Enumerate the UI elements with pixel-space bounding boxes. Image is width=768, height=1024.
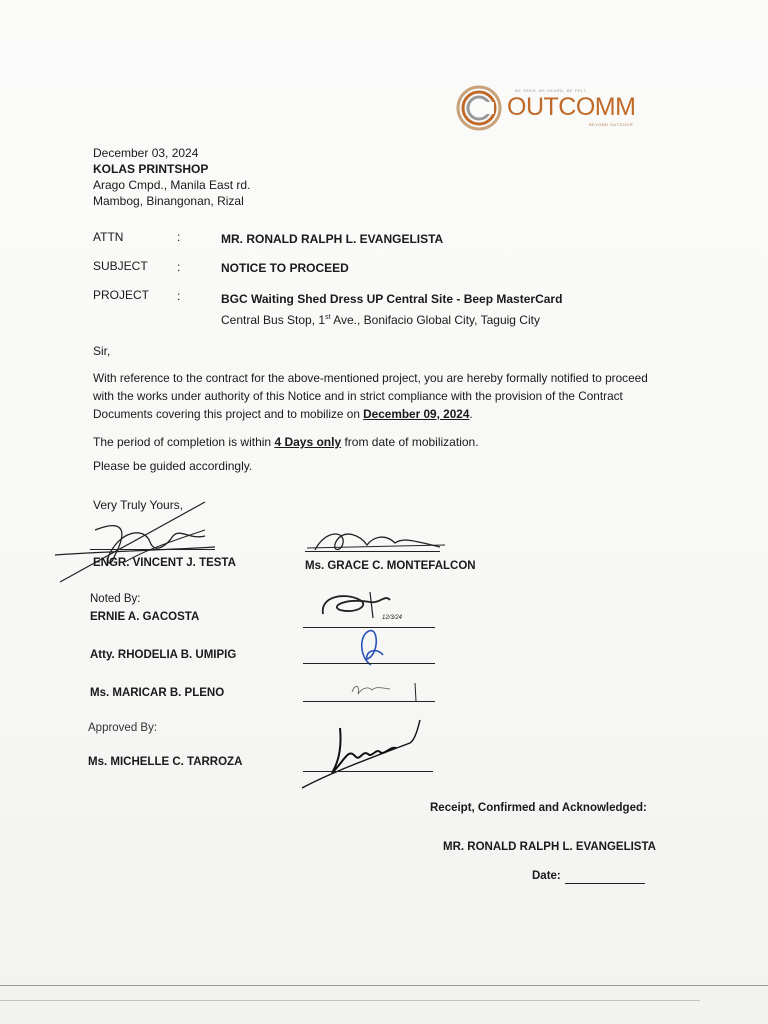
subject-colon: : — [177, 260, 181, 274]
project-value: BGC Waiting Shed Dress UP Central Site - Beep MasterCard — [221, 292, 563, 306]
letter-date: December 03, 2024 — [93, 146, 199, 160]
project-location-post: Ave., Bonifacio Global City, Taguig City — [330, 313, 540, 327]
subject-label: SUBJECT — [93, 259, 148, 273]
logo-wordmark: OUTCOMM — [507, 93, 636, 121]
para1-text: With reference to the contract for the above-mentioned project, you are hereby formally notified to proceed with the works under authority of this Notice and in strict compliance with the provision of the Contract Documents covering this project and to mobilize on — [93, 371, 648, 421]
noted-by-label: Noted By: — [90, 593, 141, 605]
recipient-address-line2: Mambog, Binangonan, Rizal — [93, 194, 244, 208]
signature-line-umipig — [303, 663, 435, 664]
body-paragraph-1 — [93, 369, 653, 423]
receipt-date-blank — [565, 871, 645, 884]
body-paragraph-2 — [93, 434, 479, 450]
noted3-name: Ms. MARICAR B. PLENO — [90, 687, 225, 699]
signature-line-tarroza — [303, 771, 433, 772]
attn-colon: : — [177, 230, 181, 244]
receipt-name: MR. RONALD RALPH L. EVANGELISTA — [443, 841, 656, 853]
recipient-address-line1: Arago Cmpd., Manila East rd. — [93, 178, 251, 192]
signer1-name: ENGR. VINCENT J. TESTA — [93, 557, 236, 569]
signature-pleno — [350, 682, 395, 698]
signature-montefalcon — [305, 525, 450, 560]
para2-post: from date of mobilization. — [341, 435, 479, 449]
scan-edge-line — [0, 985, 768, 986]
outcomm-logo — [455, 84, 645, 134]
signature-tarroza — [300, 718, 425, 793]
signature-line-montefalcon — [305, 551, 440, 552]
logo-subtitle: BEYOND OUTDOOR — [589, 122, 634, 127]
receipt-label: Receipt, Confirmed and Acknowledged: — [430, 802, 647, 814]
project-label: PROJECT — [93, 288, 150, 302]
pleno-tick-mark — [410, 683, 420, 703]
salutation: Sir, — [93, 344, 111, 358]
approved-by-label: Approved By: — [88, 722, 158, 734]
receipt-date — [532, 868, 645, 884]
project-location-pre: Central Bus Stop, 1 — [221, 313, 326, 327]
approver-name: Ms. MICHELLE C. TARROZA — [88, 756, 243, 768]
project-location-sup: st — [325, 314, 331, 321]
noted2-name: Atty. RHODELIA B. UMIPIG — [90, 649, 237, 661]
signature-line-testa — [90, 549, 215, 550]
subject-value: NOTICE TO PROCEED — [221, 261, 349, 275]
recipient-company: KOLAS PRINTSHOP — [93, 162, 209, 176]
receipt-date-label: Date: — [532, 870, 561, 882]
signature-line-pleno — [303, 701, 435, 702]
para2-pre: The period of completion is within — [93, 435, 275, 449]
signer2-name: Ms. GRACE C. MONTEFALCON — [305, 560, 476, 572]
noted1-name: ERNIE A. GACOSTA — [90, 611, 200, 623]
attn-value: MR. RONALD RALPH L. EVANGELISTA — [221, 232, 444, 246]
mobilization-date: December 09, 2024 — [363, 407, 470, 421]
signature-testa — [55, 500, 220, 585]
para1-end: . — [469, 407, 473, 421]
completion-days: 4 Days only — [274, 435, 342, 449]
project-location — [221, 310, 540, 328]
gacosta-sign-date: 12/3/24 — [382, 615, 403, 621]
attn-label: ATTN — [93, 230, 124, 244]
scan-edge-line-secondary — [0, 1000, 700, 1001]
project-colon: : — [177, 289, 181, 303]
closing: Very Truly Yours, — [93, 498, 184, 512]
body-paragraph-3: Please be guided accordingly. — [93, 459, 253, 473]
outcomm-logo-mark-icon — [455, 84, 505, 134]
logo-tagline: BE SEEN. BE HEARD. BE FELT. — [515, 88, 588, 93]
